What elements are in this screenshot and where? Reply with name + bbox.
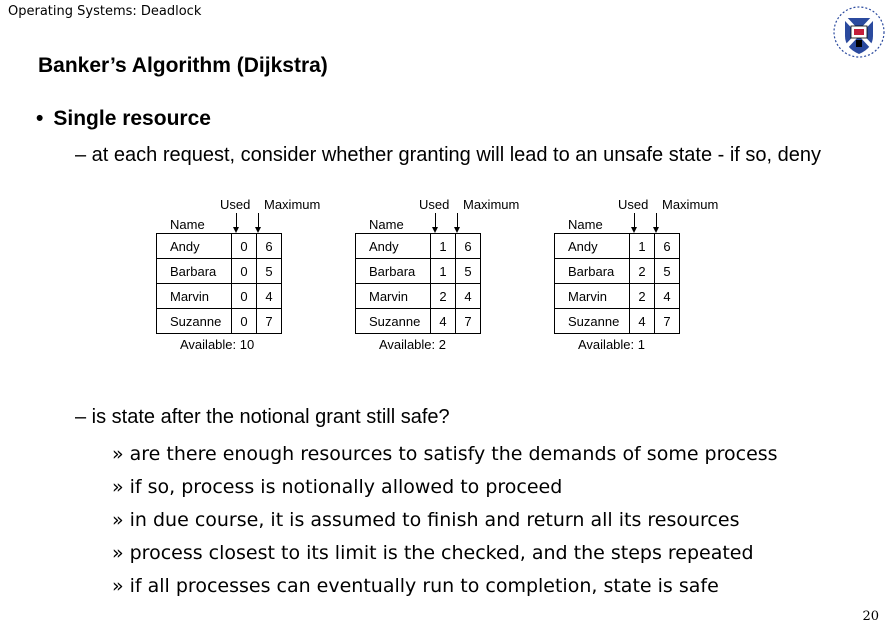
- table-row: [157, 234, 282, 259]
- used-value: 2: [630, 284, 655, 309]
- maximum-label: Maximum: [264, 197, 321, 212]
- down-arrow-icon: [656, 213, 657, 231]
- max-value: 4: [257, 284, 282, 309]
- max-value: 5: [257, 259, 282, 284]
- page-number: 20: [862, 609, 879, 624]
- process-name: Marvin: [555, 284, 630, 309]
- down-arrow-icon: [236, 213, 237, 231]
- down-arrow-icon: [258, 213, 259, 231]
- process-name: Suzanne: [555, 309, 630, 334]
- detail-text: are there enough resources to satisfy the demands of some process: [129, 443, 778, 465]
- header-course-title: Operating Systems: Deadlock: [8, 4, 202, 19]
- allocation-table: [355, 233, 481, 334]
- down-arrow-icon: [457, 213, 458, 231]
- bullet-marker: •: [36, 107, 44, 130]
- table-row: [555, 259, 680, 284]
- process-name: Marvin: [356, 284, 431, 309]
- table-row: [555, 284, 680, 309]
- process-name: Suzanne: [356, 309, 431, 334]
- university-crest-icon: [832, 2, 886, 62]
- process-name: Andy: [157, 234, 232, 259]
- name-label: Name: [568, 217, 603, 232]
- point-marker: »: [112, 443, 124, 465]
- slide-title: Banker’s Algorithm (Dijkstra): [38, 54, 328, 77]
- used-label: Used: [618, 197, 649, 212]
- sub-point-request-check: – at each request, consider whether granting will lead to an unsafe state - if so, deny: [75, 144, 821, 166]
- process-name: Barbara: [157, 259, 232, 284]
- process-name: Marvin: [157, 284, 232, 309]
- table-row: [157, 309, 282, 334]
- point-marker: »: [112, 509, 124, 531]
- table-row: [356, 259, 481, 284]
- max-value: 5: [655, 259, 680, 284]
- bullet-single-resource: [36, 107, 211, 131]
- used-value: 4: [431, 309, 456, 334]
- max-value: 7: [655, 309, 680, 334]
- bullet-text: Single resource: [53, 107, 211, 130]
- max-value: 4: [456, 284, 481, 309]
- table-row: [356, 234, 481, 259]
- maximum-label: Maximum: [463, 197, 520, 212]
- max-value: 4: [655, 284, 680, 309]
- max-value: 6: [456, 234, 481, 259]
- table-row: [157, 284, 282, 309]
- detail-point: [112, 443, 778, 465]
- allocation-table: [554, 233, 680, 334]
- used-value: 2: [630, 259, 655, 284]
- process-name: Barbara: [356, 259, 431, 284]
- used-value: 0: [232, 309, 257, 334]
- detail-point: [112, 509, 739, 531]
- max-value: 5: [456, 259, 481, 284]
- table-row: [555, 309, 680, 334]
- detail-point: [112, 476, 562, 498]
- table-row: [356, 284, 481, 309]
- max-value: 6: [655, 234, 680, 259]
- table-row: [555, 234, 680, 259]
- detail-point: [112, 542, 754, 564]
- detail-point: [112, 575, 719, 597]
- sub-point-safe-state: – is state after the notional grant still safe?: [75, 406, 450, 428]
- state-table-1: [154, 197, 321, 357]
- state-table-3: [552, 197, 719, 357]
- point-marker: »: [112, 542, 124, 564]
- allocation-table: [156, 233, 282, 334]
- detail-text: if all processes can eventually run to completion, state is safe: [129, 575, 719, 597]
- process-name: Barbara: [555, 259, 630, 284]
- available-label: Available: 10: [180, 337, 255, 352]
- max-value: 6: [257, 234, 282, 259]
- used-value: 4: [630, 309, 655, 334]
- used-value: 0: [232, 259, 257, 284]
- used-value: 1: [431, 234, 456, 259]
- used-label: Used: [419, 197, 450, 212]
- max-value: 7: [456, 309, 481, 334]
- table-row: [356, 309, 481, 334]
- available-label: Available: 2: [379, 337, 446, 352]
- down-arrow-icon: [435, 213, 436, 231]
- process-name: Andy: [356, 234, 431, 259]
- table-row: [157, 259, 282, 284]
- maximum-label: Maximum: [662, 197, 719, 212]
- used-value: 0: [232, 284, 257, 309]
- used-value: 0: [232, 234, 257, 259]
- process-name: Andy: [555, 234, 630, 259]
- point-marker: »: [112, 476, 124, 498]
- used-value: 1: [431, 259, 456, 284]
- name-label: Name: [170, 217, 205, 232]
- used-value: 2: [431, 284, 456, 309]
- available-label: Available: 1: [578, 337, 645, 352]
- point-marker: »: [112, 575, 124, 597]
- detail-text: in due course, it is assumed to finish and return all its resources: [129, 509, 740, 531]
- used-label: Used: [220, 197, 251, 212]
- used-value: 1: [630, 234, 655, 259]
- process-name: Suzanne: [157, 309, 232, 334]
- state-table-2: [353, 197, 520, 357]
- down-arrow-icon: [634, 213, 635, 231]
- name-label: Name: [369, 217, 404, 232]
- detail-text: if so, process is notionally allowed to proceed: [129, 476, 563, 498]
- max-value: 7: [257, 309, 282, 334]
- detail-text: process closest to its limit is the checked, and the steps repeated: [129, 542, 754, 564]
